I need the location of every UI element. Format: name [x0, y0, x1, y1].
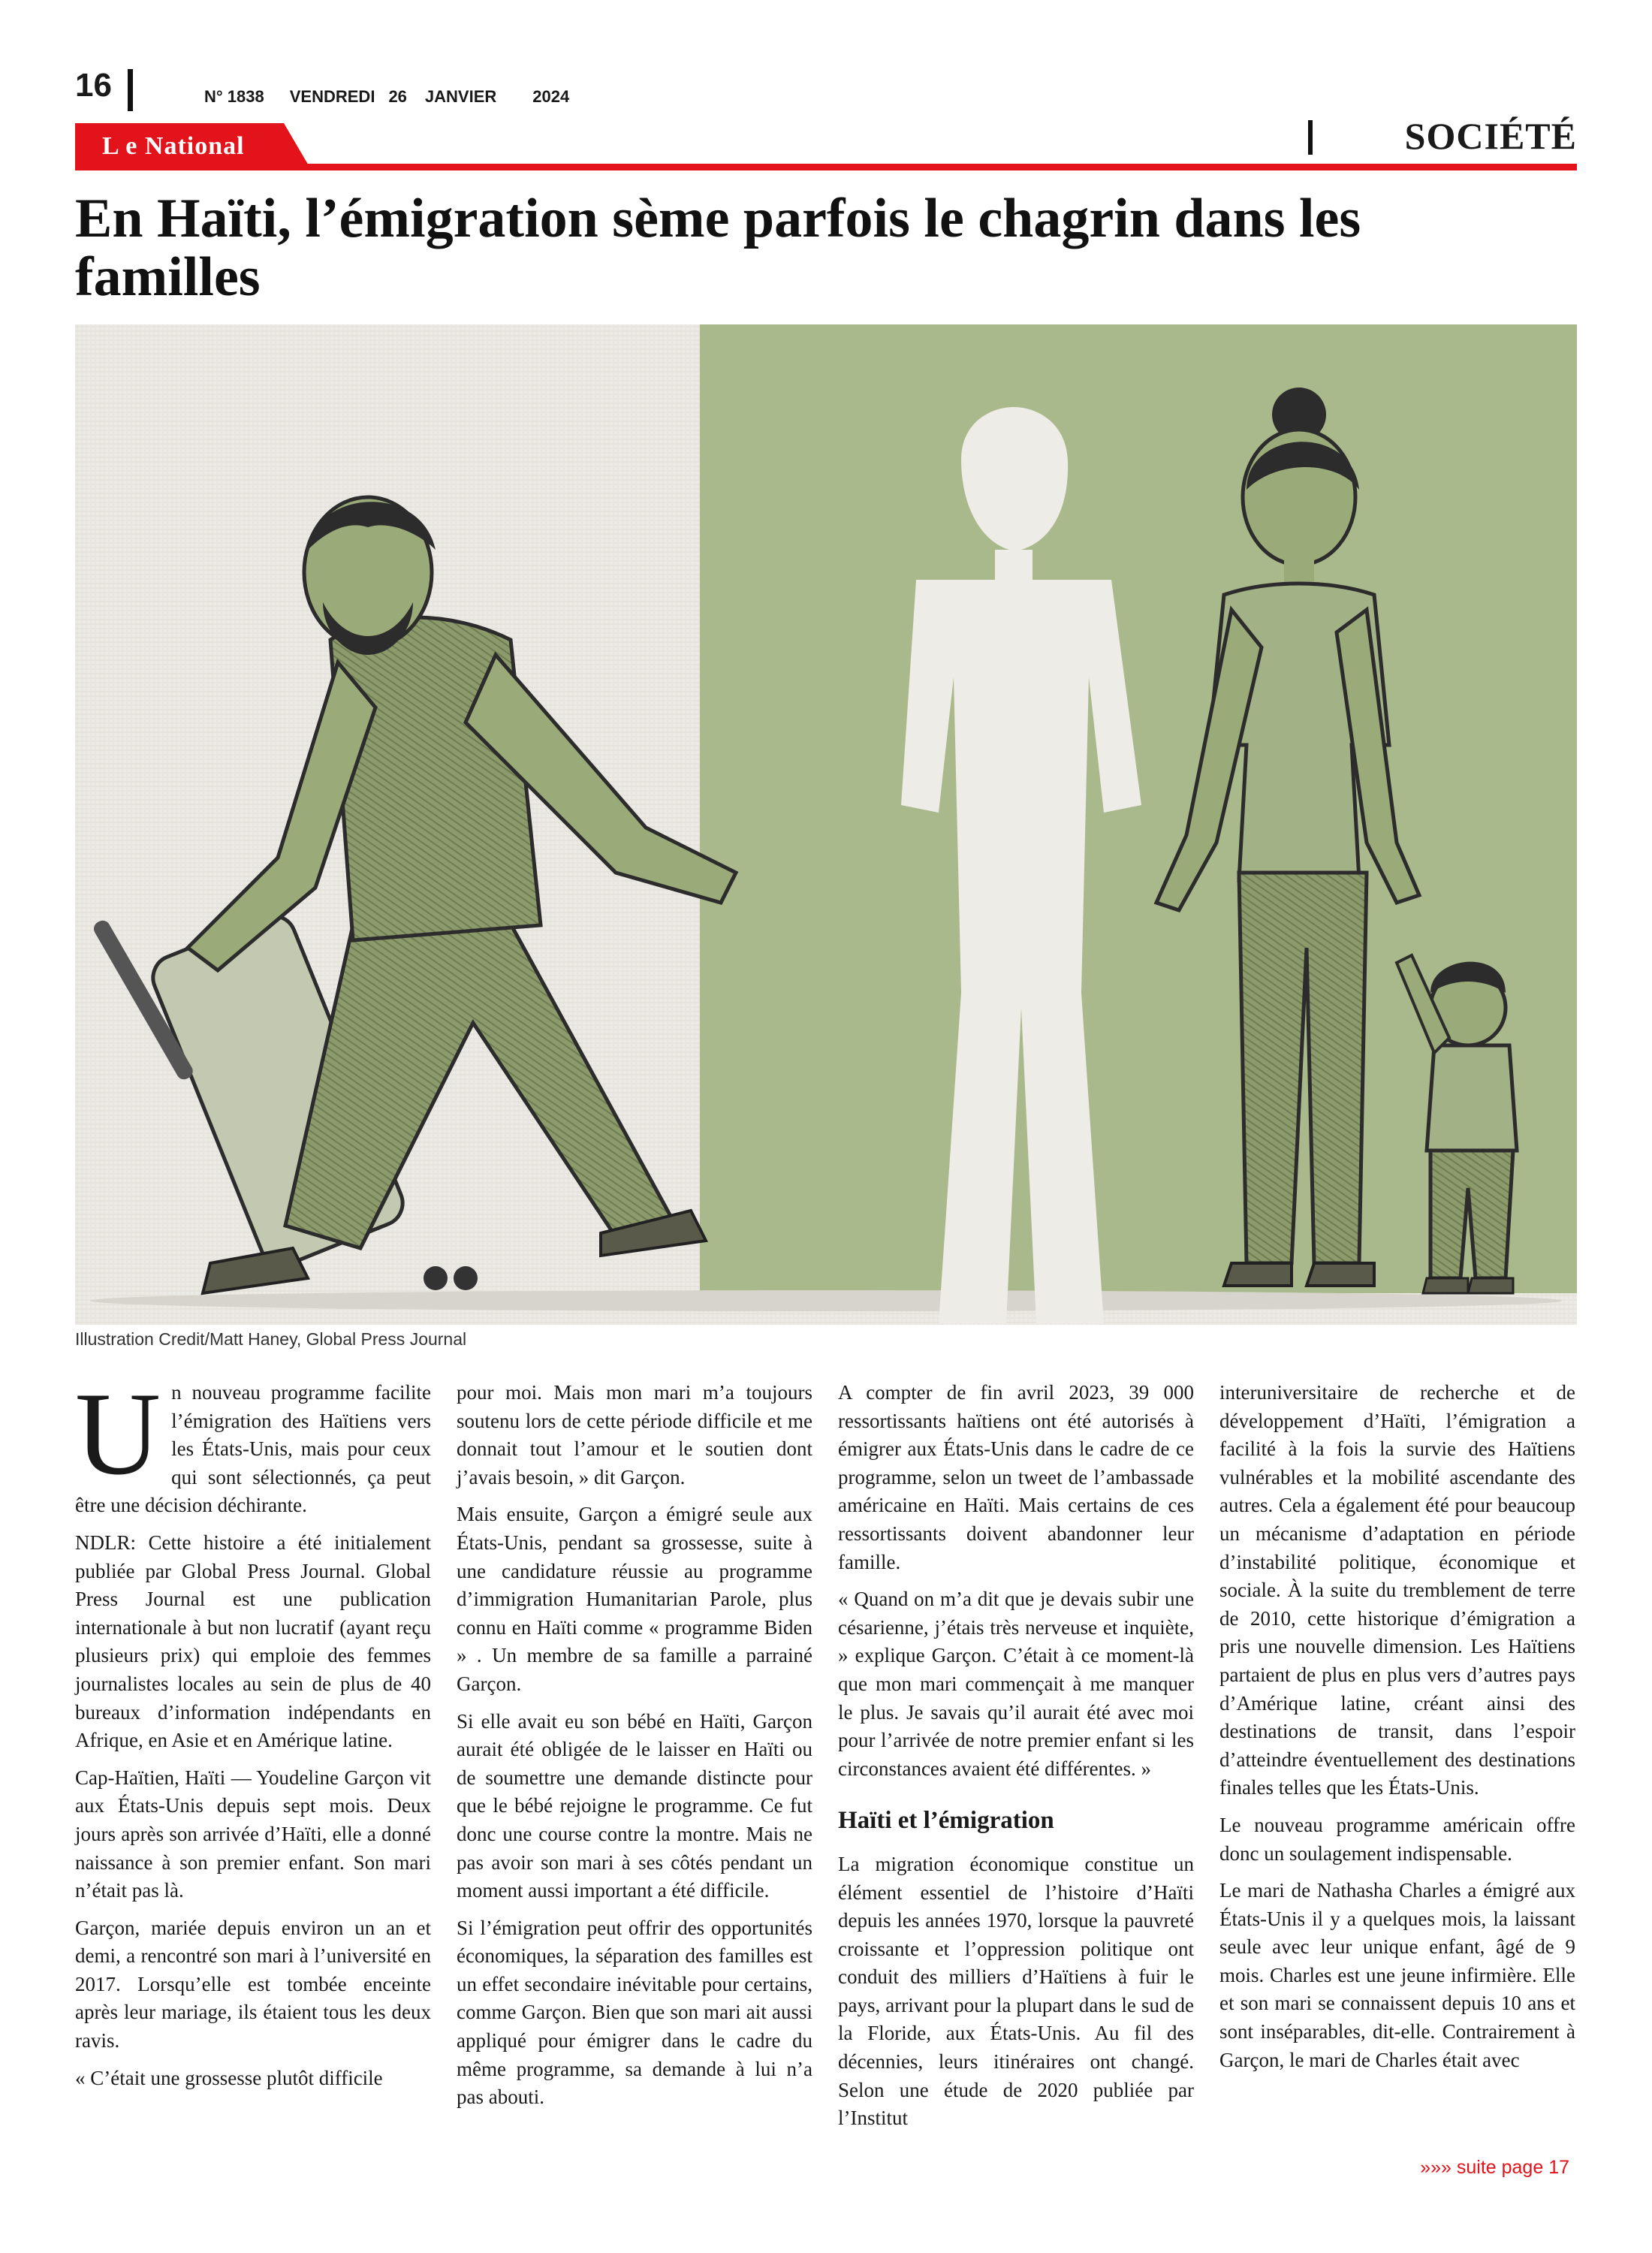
drop-cap: U	[75, 1368, 161, 1500]
issue-number: N° 1838	[204, 87, 264, 106]
header-rule	[75, 164, 1577, 170]
lead-text: n nouveau programme facilite l’émigration des Haïtiens vers les États-Unis, mais pour ceux qui sont sélectionnés, ça peut être une décision déchirante.	[75, 1381, 431, 1517]
image-credit: Illustration Credit/Matt Haney, Global Press Journal	[75, 1329, 467, 1349]
article-title: En Haïti, l’émigration sème parfois le chagrin dans les familles	[75, 188, 1361, 308]
paragraph: « C’était une grossesse plutôt difficile	[75, 2066, 383, 2089]
paragraph: Si l’émigration peut offrir des opportunités économiques, la séparation des familles est un effet secondaire inévitable pour certains, comme Garçon. Bien que son mari ait aussi appliqué pour émigrer dans le cadre du même programme, sa demande à lui n’a pas abouti.	[457, 1916, 812, 2109]
paragraph: Le nouveau programme américain offre donc un soulagement indispensable.	[1219, 1813, 1575, 1865]
paragraph: A compter de fin avril 2023, 39 000 ressortissants haïtiens ont été autorisés à émigrer aux États-Unis dans le cadre de ce programme, selon un tweet de l’ambassade américaine en Haïti. Mais certains de ces ressortissants doivent abandonner leur famille.	[838, 1381, 1194, 1573]
page-number: 16	[75, 67, 112, 104]
issue-month: JANVIER	[424, 87, 497, 106]
article-column-2	[457, 1379, 812, 2121]
paragraph: La migration économique constitue un élément essentiel de l’histoire d’Haïti depuis les années 1970, lorsque la pauvreté croissante et l’oppression politique ont conduit des milliers d’Haïtiens à fuir le pays, arrivant pour la plupart dans le sud de la Floride, aux États-Unis. Au fil des décennies, leurs itinéraires ont changé. Selon une étude de 2020 publiée par l’Institut	[838, 1852, 1194, 2130]
paragraph: NDLR: Cette histoire a été initialement publiée par Global Press Journal. Global Press Journal est une publication internationale à but non lucratif (ayant reçu plusieurs prix) qui emploie des femmes journalistes locales au sein de plus de 40 bureaux d’information indépendants en Afrique, en Asie et en Amérique latine.	[75, 1531, 431, 1752]
section-divider	[1308, 120, 1313, 155]
continued-link[interactable]: »»» suite page 17	[1420, 2157, 1569, 2178]
article-column-4	[1219, 1379, 1575, 2083]
issue-weekday: VENDREDI	[289, 87, 375, 106]
issue-day: 26	[388, 87, 407, 106]
article-illustration	[75, 324, 1577, 1325]
subheading: Haïti et l’émigration	[838, 1807, 1054, 1835]
lead-paragraph	[75, 1368, 431, 1520]
article-column-3	[838, 1379, 1194, 2142]
paragraph: Le mari de Nathasha Charles a émigré aux États-Unis il y a quelques mois, la laissant seule avec leur unique enfant, âgé de 9 mois. Charles est une jeune infirmière. Elle et son mari se connaissent depuis 10 ans et sont inséparables, dit-elle. Contrairement à Garçon, le mari de Charles était avec	[1219, 1879, 1575, 2071]
paragraph: Mais ensuite, Garçon a émigré seule aux États-Unis, pendant sa grossesse, suite à une candidature réussie au programme d’immigration Humanitarian Parole, plus connu en Haïti comme « programme Biden » . Un membre de sa famille a parrainé Garçon.	[457, 1503, 812, 1695]
article-column-1	[75, 1368, 431, 2101]
brand-logo: L e National	[102, 132, 245, 160]
paragraph: Si elle avait eu son bébé en Haïti, Garçon aurait été obligée de le laisser en Haïti ou de soumettre une demande distincte pour que le bébé rejoigne le programme. Ce fut donc une course contre la montre. Mais ne pas avoir son mari à ses côtés pendant un moment aussi important a été difficile.	[457, 1709, 812, 1902]
paragraph: Cap-Haïtien, Haïti — Youdeline Garçon vit aux États-Unis depuis sept mois. Deux jours après son arrivée d’Haïti, elle a donné naissance à son premier enfant. Son mari n’était pas là.	[75, 1766, 431, 1902]
page-number-divider	[128, 69, 133, 111]
paragraph: Garçon, mariée depuis environ un an et demi, a rencontré son mari à l’université en 2017. Lorsqu’elle est tombée enceinte après leur mariage, ils étaient tous les deux ravis.	[75, 1916, 431, 2052]
paragraph: interuniversitaire de recherche et de développement d’Haïti, l’émigration a facilité à la fois la survie des Haïtiens vulnérables et la mobilité ascendante des autres. Cela a également été pour beaucoup un mécanisme d’adaptation en période d’instabilité politique, économique et sociale. À la suite du tremblement de terre de 2010, cette historique d’émigration a pris une nouvelle dimension. Les Haïtiens partaient de plus en plus vers d’autres pays d’Amérique latine, créant ainsi des destinations de transit, dans l’espoir d’atteindre éventuellement des destinations finales telles que les États-Unis.	[1219, 1381, 1575, 1799]
issue-year: 2024	[532, 87, 570, 106]
paragraph: pour moi. Mais mon mari m’a toujours soutenu lors de cette période difficile et me donnait tout l’amour et le soutien dont j’avais besoin, » dit Garçon.	[457, 1381, 812, 1488]
issue-line	[204, 87, 595, 107]
paragraph: « Quand on m’a dit que je devais subir une césarienne, j’étais très nerveuse et inquiète, » explique Garçon. C’était à ce moment-là que mon mari commençait à me manquer le plus. Je savais qu’il aurait été avec moi pour l’arrivée de notre premier enfant si les circonstances avaient été différentes. »	[838, 1588, 1194, 1780]
section-label: SOCIÉTÉ	[1404, 115, 1577, 157]
